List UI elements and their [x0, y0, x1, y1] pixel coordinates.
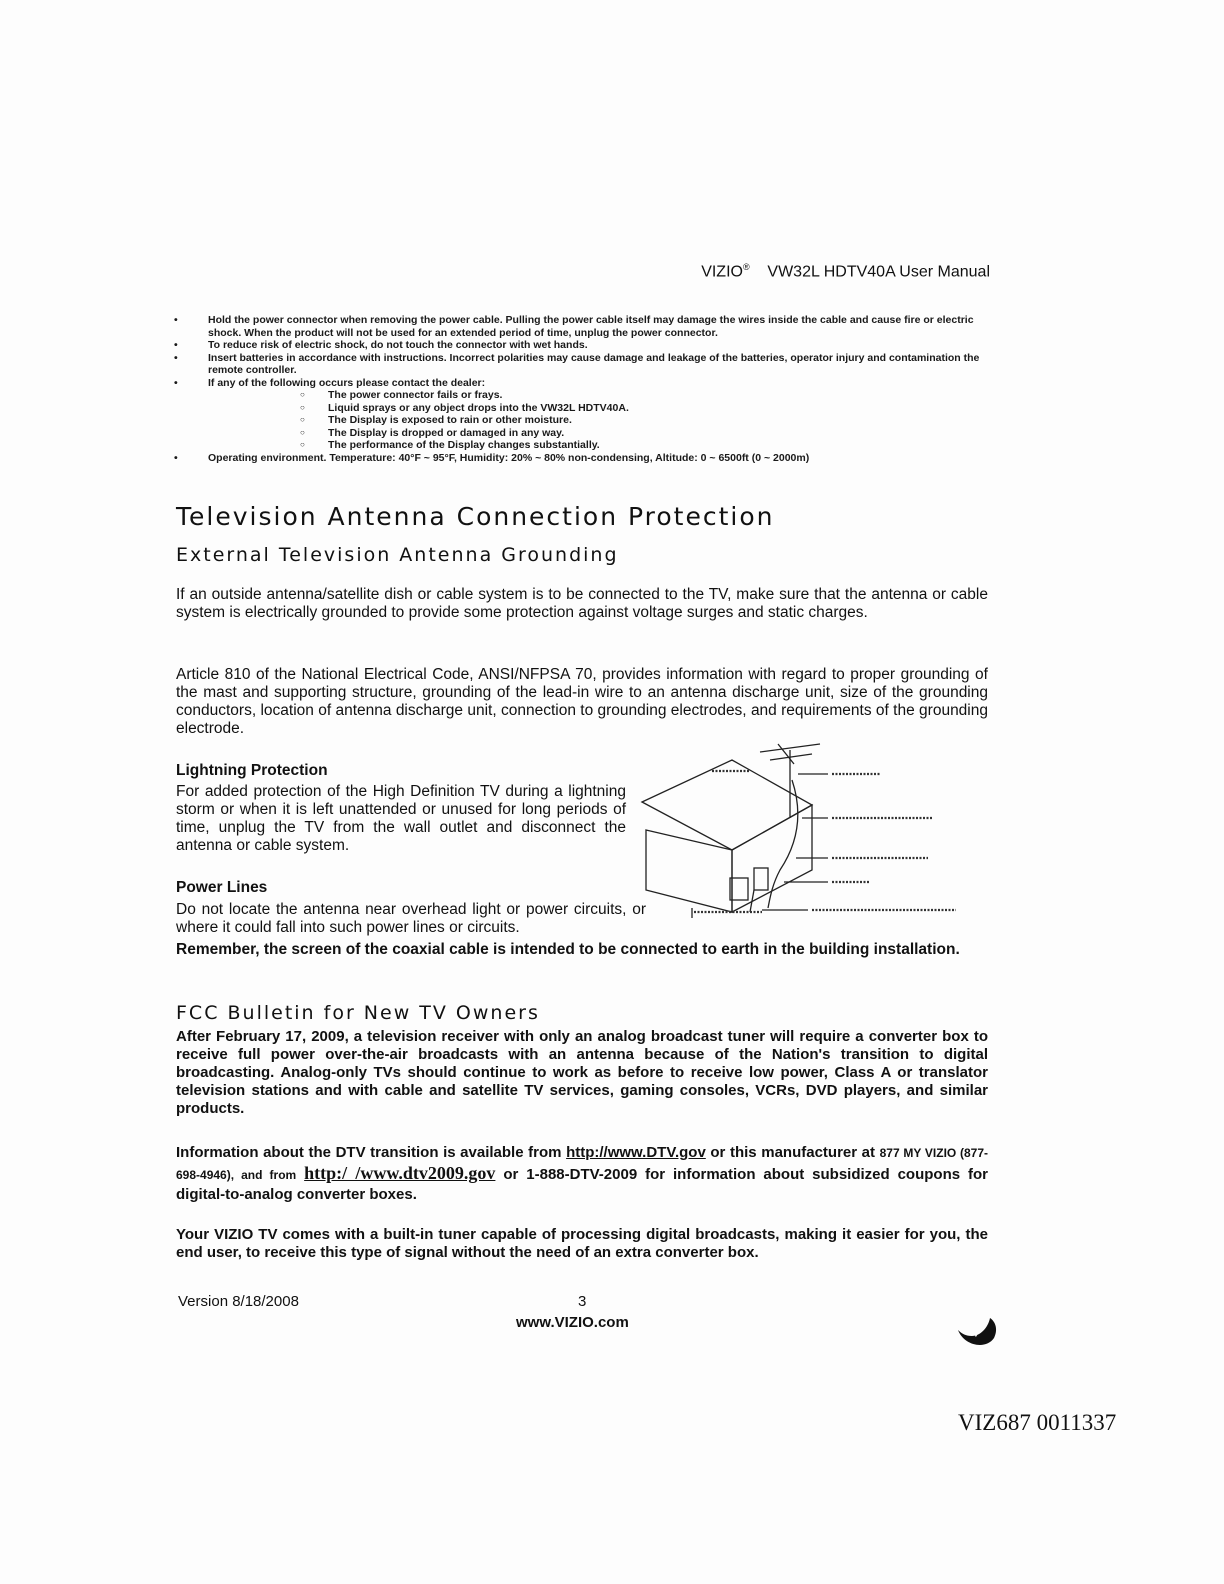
house-front-wall — [646, 830, 732, 912]
antenna-element — [778, 744, 794, 764]
page-header — [701, 262, 990, 281]
list-item: ○ The power connector fails or frays. — [300, 389, 992, 402]
safety-list — [174, 314, 992, 464]
lightning-heading: Lightning Protection — [176, 762, 328, 779]
registered-mark: ® — [742, 262, 750, 272]
list-item — [174, 377, 992, 452]
built-in-tuner-paragraph: Your VIZIO TV comes with a built-in tuner capable of processing digital broadcasts, making it easier for you, the end user, to receive this type of signal without the need of an extra converter box. — [176, 1226, 988, 1261]
fcc-transition-paragraph: After February 17, 2009, a television receiver with only an analog broadcast tuner will require a converter box to receive full power over-the-air broadcasts with an antenna because of the Nation's transition to digital broadcasting. Analog-only TVs should continue to work as before to receive low power, Class A or translator television stations and with cable and satellite TV services, gaming consoles, VCRs, DVD players, and similar products. — [176, 1028, 988, 1117]
dtv2009-gov-link[interactable]: http:/ /www.dtv2009.gov — [304, 1163, 496, 1183]
list-item: ○ The performance of the Display changes substantially. — [300, 439, 992, 452]
list-item: • To reduce risk of electric shock, do not touch the connector with wet hands. — [174, 339, 992, 352]
power-lines-paragraph: Do not locate the antenna near overhead light or power circuits, or where it could fall into such power lines or circuits. — [176, 901, 646, 936]
list-item: • Hold the power connector when removing the power cable. Pulling the power cable itself may damage the wires inside the cable and cause fire or electric shock. When the product will not be used for an extended period of time, unplug the power connector. — [174, 314, 992, 339]
remember-note: Remember, the screen of the coaxial cable is intended to be connected to earth in the building installation. — [176, 941, 960, 958]
bates-number: VIZ687 0011337 — [958, 1410, 1117, 1435]
dealer-conditions-list — [208, 389, 992, 452]
list-item: ○ The Display is dropped or damaged in any way. — [300, 427, 992, 440]
list-item: ○ Liquid sprays or any object drops into the VW32L HDTV40A. — [300, 402, 992, 415]
dtv-info-paragraph: Information about the DTV transition is available from http://www.DTV.gov or this manufacturer at 877 MY VIZIO (877-698-4946), and from http:/ /www.dtv2009.gov or 1-888-DTV-2009 for information about subsidized coupons for digital-to-analog converter boxes. — [176, 1144, 989, 1203]
footer-version: Version 8/18/2008 — [178, 1293, 299, 1310]
list-item-text: If any of the following occurs please contact the dealer: — [208, 376, 486, 389]
list-item: ○ The Display is exposed to rain or other moisture. — [300, 414, 992, 427]
lightning-paragraph: For added protection of the High Definition TV during a lightning storm or when it is left unattended or unused for long periods of time, unplug the TV from the wall outlet and disconnect the antenna or cable system. — [176, 783, 626, 854]
vizio-v-logo-icon — [956, 1316, 998, 1350]
service-equipment-box — [730, 878, 748, 900]
antenna-element — [770, 754, 812, 760]
list-item: • Operating environment. Temperature: 40°F ~ 95°F, Humidity: 20% ~ 80% non-condensing, Altitude: 0 ~ 6500ft (0 ~ 2000m) — [174, 452, 992, 465]
subsection-title: External Television Antenna Grounding — [176, 544, 619, 566]
dtv-gov-link[interactable]: http://www.DTV.gov — [566, 1144, 706, 1161]
grounding-paragraph: If an outside antenna/satellite dish or cable system is to be connected to the TV, make sure that the antenna or cable system is electrically grounded to provide some protection against voltage surges and static charges. — [176, 586, 988, 621]
list-item: • Insert batteries in accordance with instructions. Incorrect polarities may cause damage and leakage of the batteries, operator injury and contamination the remote controller. — [174, 352, 992, 377]
section-title: Television Antenna Connection Protection — [176, 502, 775, 531]
lead-in-wire — [768, 780, 798, 908]
power-lines-heading: Power Lines — [176, 879, 268, 896]
nec-article-paragraph: Article 810 of the National Electrical Code, ANSI/NFPSA 70, provides information with regard to proper grounding of the mast and supporting structure, grounding of the lead-in wire to an antenna discharge unit, size of the grounding conductors, location of antenna discharge unit, connection to grounding electrodes, and requirements of the grounding electrode. — [176, 666, 988, 737]
fcc-bulletin-title: FCC Bulletin for New TV Owners — [176, 1002, 540, 1024]
antenna-discharge-unit — [754, 868, 768, 890]
header-manual-title: VW32L HDTV40A User Manual — [767, 263, 990, 281]
header-brand: VIZIO — [701, 263, 743, 281]
house-roof — [642, 760, 812, 850]
page-number: 3 — [578, 1293, 587, 1310]
footer-website: www.VIZIO.com — [516, 1314, 629, 1331]
antenna-grounding-diagram — [632, 740, 962, 922]
